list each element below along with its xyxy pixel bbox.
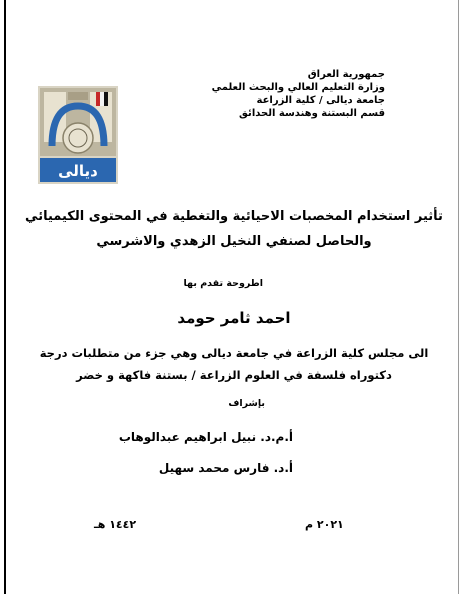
supervisor-1: أ.م.د. نبيل ابراهيم عبدالوهاب: [118, 430, 293, 444]
thesis-title-line-2: والحاصل لصنفي النخيل الزهدي والاشرسي: [96, 234, 372, 249]
thesis-by-label: اطروحة تقدم بها: [183, 278, 263, 289]
header-line-country: جمهورية العراق: [307, 69, 385, 80]
thesis-title-line-1: تأثير استخدام المخصبات الاحيائية والتغطية في المحتوى الكيميائي: [25, 209, 443, 224]
page-left-border: [4, 0, 6, 594]
hijri-year: ١٤٤٢ هـ: [94, 518, 137, 531]
header-line-university: جامعة ديالى / كلية الزراعة: [256, 95, 385, 106]
author-name: احمد ثامر حومد: [177, 309, 291, 327]
ministry-header: [212, 68, 385, 120]
gregorian-year: ٢٠٢١ م: [305, 518, 344, 531]
supervisor-2: أ.د. فارس محمد سهيل: [158, 461, 293, 475]
supervision-label: بإشراف: [228, 398, 265, 409]
submission-line-2: دكتوراه فلسفة في العلوم الزراعة / بستنة فاكهة و خضر: [76, 368, 392, 382]
header-line-ministry: وزارة التعليم العالي والبحث العلمي: [211, 82, 385, 93]
page-right-border: [458, 0, 459, 594]
header-line-department: قسم البستنة وهندسة الحدائق: [239, 108, 385, 119]
diyala-university-logo-icon: [38, 86, 118, 184]
logo-text: ديالى: [58, 162, 98, 180]
submission-line-1: الى مجلس كلية الزراعة في جامعة ديالى وهي جزء من متطلبات درجة: [39, 346, 429, 360]
